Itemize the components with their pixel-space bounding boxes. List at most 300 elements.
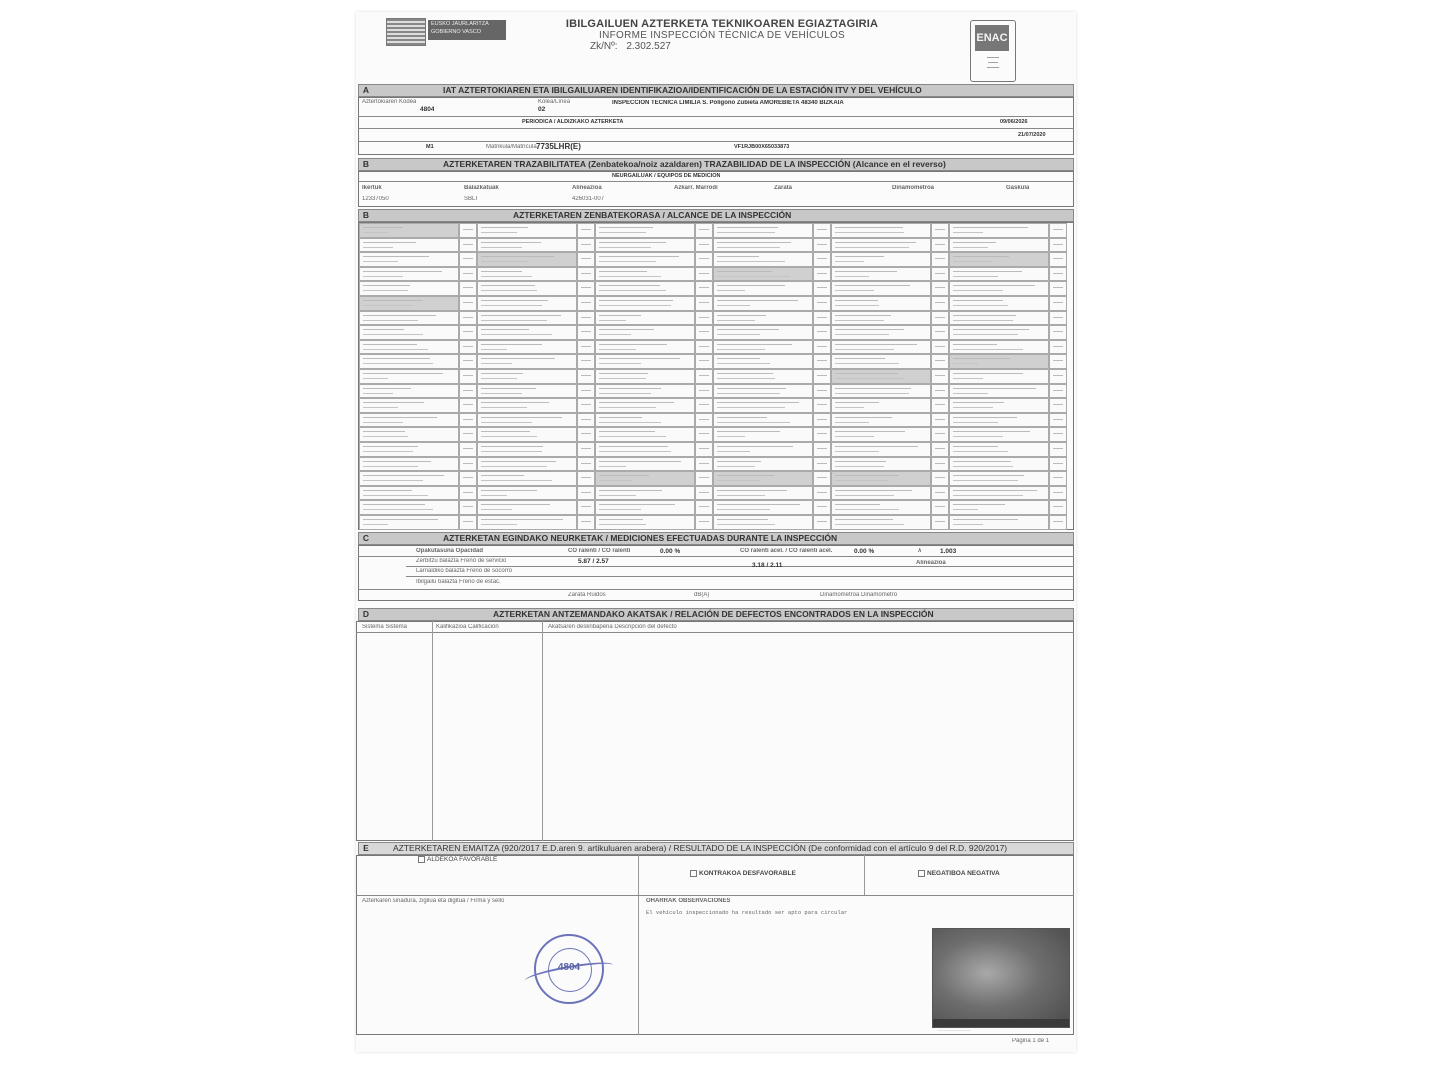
scope-cell bbox=[359, 500, 459, 515]
scope-code-cell bbox=[577, 325, 595, 340]
scope-cell bbox=[359, 340, 459, 355]
scope-cell bbox=[477, 354, 577, 369]
scope-cell bbox=[831, 384, 931, 399]
scope-code-cell bbox=[1049, 471, 1067, 486]
scope-cell bbox=[831, 325, 931, 340]
scope-code-cell bbox=[1049, 486, 1067, 501]
scope-cell bbox=[831, 500, 931, 515]
scope-cell bbox=[477, 267, 577, 282]
scope-code-cell bbox=[813, 413, 831, 428]
scope-cell bbox=[713, 311, 813, 326]
brake2-label: Larrialdiko balazta Freno de socorro bbox=[416, 568, 513, 574]
scope-cell bbox=[949, 325, 1049, 340]
scope-code-cell bbox=[931, 369, 949, 384]
line-value: 02 bbox=[538, 106, 546, 113]
co-label: CO ralentí / CO ralentí bbox=[568, 548, 631, 554]
scope-cell bbox=[595, 238, 695, 253]
scope-code-cell bbox=[695, 398, 713, 413]
scope-cell bbox=[713, 398, 813, 413]
report-number bbox=[562, 41, 882, 52]
scope-code-cell bbox=[1049, 354, 1067, 369]
scope-cell bbox=[595, 296, 695, 311]
scope-code-cell bbox=[1049, 515, 1067, 530]
equip-r3: 426031-007 bbox=[572, 196, 605, 202]
scope-code-cell bbox=[577, 252, 595, 267]
scope-cell bbox=[595, 457, 695, 472]
scope-cell bbox=[949, 427, 1049, 442]
scope-code-cell bbox=[695, 340, 713, 355]
scope-cell bbox=[949, 340, 1049, 355]
scope-cell bbox=[831, 238, 931, 253]
scope-cell bbox=[831, 267, 931, 282]
scope-cell bbox=[477, 252, 577, 267]
scope-code-cell bbox=[1049, 267, 1067, 282]
scope-code-cell bbox=[577, 267, 595, 282]
equip-r2: SBLT bbox=[464, 196, 479, 202]
scope-cell bbox=[477, 457, 577, 472]
scope-code-cell bbox=[931, 238, 949, 253]
scope-code-cell bbox=[1049, 457, 1067, 472]
scope-cell bbox=[359, 354, 459, 369]
plate-value: 7735LHR(E) bbox=[536, 142, 581, 151]
scope-cell bbox=[595, 354, 695, 369]
scope-code-cell bbox=[813, 398, 831, 413]
scope-cell bbox=[477, 340, 577, 355]
scope-code-cell bbox=[577, 427, 595, 442]
government-logo bbox=[386, 18, 506, 44]
scope-cell bbox=[831, 252, 931, 267]
result-favorable: ALDEKOA FAVORABLE bbox=[418, 856, 497, 863]
scope-code-cell bbox=[1049, 311, 1067, 326]
scope-code-cell bbox=[931, 515, 949, 530]
scope-cell bbox=[595, 311, 695, 326]
result-unfavorable: KONTRAKOA DESFAVORABLE bbox=[690, 870, 796, 877]
page-footer: Página 1 de 1 bbox=[1012, 1038, 1050, 1044]
scope-code-cell bbox=[695, 252, 713, 267]
scope-code-cell bbox=[459, 457, 477, 472]
station-code-value: 4804 bbox=[420, 106, 435, 113]
brake1-label: Zerbitzu balazta Freno de servicio bbox=[416, 558, 507, 564]
scope-code-cell bbox=[695, 384, 713, 399]
scope-code-cell bbox=[459, 413, 477, 428]
unfavorable-checkbox bbox=[690, 870, 697, 877]
section-c-header: C AZTERKETAN EGINDAKO NEURKETAK / MEDICIONES EFECTUADAS DURANTE LA INSPECCIÓN bbox=[358, 532, 1074, 545]
enac-logo bbox=[970, 20, 1016, 82]
scope-code-cell bbox=[1049, 238, 1067, 253]
scope-code-cell bbox=[577, 515, 595, 530]
scope-cell bbox=[713, 354, 813, 369]
scope-cell bbox=[713, 281, 813, 296]
scope-code-cell bbox=[1049, 427, 1067, 442]
scope-cell bbox=[713, 296, 813, 311]
scope-code-cell bbox=[931, 457, 949, 472]
scope-code-cell bbox=[695, 238, 713, 253]
co-acc-value: 0.00 % bbox=[854, 548, 875, 555]
scope-code-cell bbox=[459, 427, 477, 442]
scope-code-cell bbox=[1049, 413, 1067, 428]
opacity-label: Opakutasuna Opacidad bbox=[416, 548, 484, 554]
scope-cell bbox=[831, 223, 931, 238]
scope-code-cell bbox=[931, 500, 949, 515]
observations-text: El vehículo inspeccionado ha resultado ser apto para circular bbox=[646, 909, 848, 916]
logo-line2: GOBIERNO VASCO bbox=[431, 29, 482, 35]
scope-code-cell bbox=[695, 267, 713, 282]
report-number-label: Zk/Nº: bbox=[590, 41, 618, 52]
scope-code-cell bbox=[813, 500, 831, 515]
scope-cell bbox=[949, 384, 1049, 399]
scope-code-cell bbox=[1049, 500, 1067, 515]
scope-cell bbox=[831, 442, 931, 457]
scope-code-cell bbox=[931, 442, 949, 457]
official-stamp bbox=[534, 934, 604, 1004]
scope-code-cell bbox=[931, 413, 949, 428]
scope-code-cell bbox=[695, 369, 713, 384]
scope-cell bbox=[831, 296, 931, 311]
scope-code-cell bbox=[577, 398, 595, 413]
scope-cell bbox=[595, 500, 695, 515]
scope-code-cell bbox=[813, 442, 831, 457]
scope-cell bbox=[359, 384, 459, 399]
scope-code-cell bbox=[459, 471, 477, 486]
scope-cell bbox=[477, 238, 577, 253]
report-number-value: 2.302.527 bbox=[626, 41, 671, 52]
scope-code-cell bbox=[813, 427, 831, 442]
scope-code-cell bbox=[577, 457, 595, 472]
scope-code-cell bbox=[1049, 252, 1067, 267]
scope-code-cell bbox=[459, 223, 477, 238]
scope-cell bbox=[713, 267, 813, 282]
equip-col-7: Gaskula bbox=[1006, 185, 1030, 191]
scope-code-cell bbox=[459, 267, 477, 282]
scope-code-cell bbox=[813, 267, 831, 282]
scope-code-cell bbox=[813, 515, 831, 530]
line-label: Kolea/Línea bbox=[538, 99, 571, 105]
scope-code-cell bbox=[577, 413, 595, 428]
scope-code-cell bbox=[931, 296, 949, 311]
scope-cell bbox=[713, 427, 813, 442]
next-inspection-date: 09/06/2026 bbox=[1000, 119, 1028, 125]
scope-cell bbox=[949, 311, 1049, 326]
scope-code-cell bbox=[577, 238, 595, 253]
station-name: INSPECCIÓN TÉCNICA LIMILIA S. Polígono Zubieta AMOREBIETA 48340 BIZKAIA bbox=[612, 100, 844, 106]
vin-value: VF1RJB00X65033873 bbox=[734, 144, 790, 150]
signature-label: Azterkaren sinadura, zigilua eta digitua / Firma y sello bbox=[362, 898, 505, 904]
noise-label: Zarata Ruidos bbox=[568, 592, 606, 598]
scope-code-cell bbox=[577, 340, 595, 355]
report-header bbox=[562, 18, 882, 52]
scope-code-cell bbox=[813, 296, 831, 311]
scope-code-cell bbox=[577, 354, 595, 369]
section-b-header: B AZTERKETAREN TRAZABILITATEA (Zenbatekoa/noiz azaldaren) TRAZABILIDAD DE LA INSPECCIÓN (Alcance en el reverso) bbox=[358, 158, 1074, 171]
scope-cell bbox=[949, 500, 1049, 515]
scope-code-cell bbox=[459, 442, 477, 457]
inspection-scope-grid bbox=[358, 222, 1074, 530]
scope-code-cell bbox=[931, 267, 949, 282]
scope-cell bbox=[477, 486, 577, 501]
coat-of-arms-icon bbox=[386, 18, 426, 46]
scope-code-cell bbox=[813, 252, 831, 267]
scope-cell bbox=[713, 500, 813, 515]
scope-code-cell bbox=[1049, 442, 1067, 457]
scope-cell bbox=[831, 413, 931, 428]
result-negative: NEGATIBOA NEGATIVA bbox=[918, 870, 1000, 877]
scope-code-cell bbox=[695, 354, 713, 369]
scope-code-cell bbox=[1049, 398, 1067, 413]
scope-code-cell bbox=[695, 486, 713, 501]
scope-code-cell bbox=[931, 311, 949, 326]
scope-cell bbox=[949, 267, 1049, 282]
scope-code-cell bbox=[695, 500, 713, 515]
scope-cell bbox=[831, 427, 931, 442]
scope-code-cell bbox=[459, 281, 477, 296]
scope-cell bbox=[359, 252, 459, 267]
stamp-number: 4804 bbox=[557, 962, 581, 973]
scope-code-cell bbox=[459, 296, 477, 311]
defect-col-rating: Kalifikazioa Calificación bbox=[436, 624, 499, 630]
scope-cell bbox=[595, 442, 695, 457]
scope-cell bbox=[831, 471, 931, 486]
scope-code-cell bbox=[813, 471, 831, 486]
scope-cell bbox=[949, 486, 1049, 501]
scope-cell bbox=[831, 398, 931, 413]
scope-cell bbox=[831, 457, 931, 472]
scope-code-cell bbox=[813, 223, 831, 238]
section-a-header: A IAT AZTERTOKIAREN ETA IBILGAILUAREN IDENTIFIKAZIOA/IDENTIFICACIÓN DE LA ESTACIÓN ITV Y DEL VEHÍCULO bbox=[358, 84, 1074, 97]
scope-cell bbox=[477, 384, 577, 399]
scope-code-cell bbox=[1049, 281, 1067, 296]
scope-cell bbox=[477, 296, 577, 311]
scope-code-cell bbox=[459, 354, 477, 369]
scope-cell bbox=[949, 238, 1049, 253]
scope-code-cell bbox=[459, 398, 477, 413]
enac-label: ENAC bbox=[975, 25, 1009, 51]
scope-cell bbox=[477, 427, 577, 442]
scope-code-cell bbox=[459, 515, 477, 530]
scope-code-cell bbox=[577, 442, 595, 457]
scope-cell bbox=[595, 281, 695, 296]
scope-code-cell bbox=[931, 354, 949, 369]
inspection-report-page bbox=[356, 12, 1076, 1052]
scope-cell bbox=[595, 515, 695, 530]
scope-cell bbox=[359, 238, 459, 253]
brake2-value: 3.18 / 2.11 bbox=[752, 562, 783, 569]
scope-code-cell bbox=[813, 281, 831, 296]
dyn-label: Dinamometroa Dinamómetro bbox=[820, 592, 898, 598]
scope-code-cell bbox=[931, 398, 949, 413]
scope-cell bbox=[831, 340, 931, 355]
scope-cell bbox=[831, 515, 931, 530]
scope-cell bbox=[359, 457, 459, 472]
scope-code-cell bbox=[459, 238, 477, 253]
scope-code-cell bbox=[577, 486, 595, 501]
scope-code-cell bbox=[695, 427, 713, 442]
scope-cell bbox=[359, 281, 459, 296]
negative-checkbox bbox=[918, 870, 925, 877]
scope-cell bbox=[595, 384, 695, 399]
scope-cell bbox=[713, 442, 813, 457]
scope-cell bbox=[713, 515, 813, 530]
scope-cell bbox=[595, 325, 695, 340]
scope-cell bbox=[359, 267, 459, 282]
scope-code-cell bbox=[577, 500, 595, 515]
co-acc-label: CO ralentí acel. / CO ralentí acel. bbox=[740, 548, 833, 554]
scope-code-cell bbox=[1049, 223, 1067, 238]
equip-col-4: Azkarr. Marrodi bbox=[674, 185, 718, 191]
scope-cell bbox=[359, 471, 459, 486]
scope-cell bbox=[359, 398, 459, 413]
scope-code-cell bbox=[577, 384, 595, 399]
co-value: 0.00 % bbox=[660, 548, 681, 555]
scope-code-cell bbox=[931, 223, 949, 238]
scope-cell bbox=[477, 325, 577, 340]
scope-code-cell bbox=[459, 384, 477, 399]
scope-header: B AZTERKETAREN ZENBATEKORASA / ALCANCE DE LA INSPECCIÓN bbox=[358, 209, 1074, 222]
scope-cell bbox=[595, 413, 695, 428]
lambda-label: λ bbox=[918, 548, 922, 554]
defect-col-description: Akatsaren deskribapena Descripción del defecto bbox=[548, 624, 677, 630]
scope-code-cell bbox=[1049, 325, 1067, 340]
scope-cell bbox=[713, 384, 813, 399]
scope-cell bbox=[595, 267, 695, 282]
enac-accreditation-mark: ━━━━━ ━━━━ ━━━━━ bbox=[986, 55, 1000, 70]
scope-code-cell bbox=[577, 281, 595, 296]
equip-col-1: Ikertuk bbox=[362, 185, 382, 191]
scope-cell bbox=[595, 252, 695, 267]
scope-cell bbox=[595, 427, 695, 442]
scope-code-cell bbox=[931, 252, 949, 267]
scope-cell bbox=[949, 457, 1049, 472]
scope-code-cell bbox=[695, 457, 713, 472]
inspection-type: PERIODICA / ALDIZKAKO AZTERKETA bbox=[522, 119, 624, 125]
scope-code-cell bbox=[695, 311, 713, 326]
scope-code-cell bbox=[577, 471, 595, 486]
scope-cell bbox=[595, 223, 695, 238]
scope-cell bbox=[359, 442, 459, 457]
plate-label: Matrikula/Matrícula bbox=[486, 144, 537, 150]
equip-r1: 12337050 bbox=[362, 196, 389, 202]
scope-code-cell bbox=[813, 369, 831, 384]
scope-cell bbox=[713, 252, 813, 267]
scope-cell bbox=[713, 223, 813, 238]
scope-cell bbox=[477, 500, 577, 515]
scope-cell bbox=[713, 340, 813, 355]
scope-cell bbox=[477, 398, 577, 413]
scope-cell bbox=[477, 223, 577, 238]
scope-code-cell bbox=[459, 311, 477, 326]
scope-cell bbox=[831, 281, 931, 296]
scope-cell bbox=[359, 427, 459, 442]
scope-cell bbox=[477, 311, 577, 326]
scope-cell bbox=[713, 413, 813, 428]
scope-code-cell bbox=[813, 384, 831, 399]
defects-table bbox=[356, 621, 1074, 841]
equip-col-2: Balazkatuak bbox=[464, 185, 499, 191]
brake1-value: 5.87 / 2.57 bbox=[578, 558, 609, 565]
scope-cell bbox=[359, 311, 459, 326]
scope-code-cell bbox=[695, 442, 713, 457]
scope-code-cell bbox=[695, 281, 713, 296]
scope-cell bbox=[713, 369, 813, 384]
scope-code-cell bbox=[813, 486, 831, 501]
scope-code-cell bbox=[695, 413, 713, 428]
scope-code-cell bbox=[577, 296, 595, 311]
scope-cell bbox=[713, 457, 813, 472]
scope-code-cell bbox=[1049, 340, 1067, 355]
scope-cell bbox=[949, 252, 1049, 267]
scope-cell bbox=[713, 238, 813, 253]
scope-code-cell bbox=[931, 471, 949, 486]
scope-cell bbox=[949, 296, 1049, 311]
brake3-label: Ibilgailu balazta Freno de estac. bbox=[416, 579, 501, 585]
scope-cell bbox=[359, 223, 459, 238]
scope-cell bbox=[477, 442, 577, 457]
noise-value: dB(A) bbox=[694, 592, 710, 598]
scope-cell bbox=[949, 413, 1049, 428]
scope-cell bbox=[359, 413, 459, 428]
scope-cell bbox=[713, 325, 813, 340]
title-spanish: INFORME INSPECCIÓN TÉCNICA DE VEHÍCULOS bbox=[599, 30, 845, 41]
scope-code-cell bbox=[695, 515, 713, 530]
scope-code-cell bbox=[577, 223, 595, 238]
scope-cell bbox=[949, 354, 1049, 369]
station-code-label: Aztertokiaren Kodea bbox=[362, 99, 417, 105]
scope-code-cell bbox=[459, 340, 477, 355]
scope-cell bbox=[831, 311, 931, 326]
defect-col-system: Sistema Sistema bbox=[362, 624, 408, 630]
scope-cell bbox=[477, 413, 577, 428]
scope-cell bbox=[949, 281, 1049, 296]
scope-cell bbox=[477, 515, 577, 530]
scope-code-cell bbox=[695, 471, 713, 486]
scope-cell bbox=[949, 369, 1049, 384]
scope-code-cell bbox=[931, 427, 949, 442]
scope-code-cell bbox=[931, 486, 949, 501]
scope-cell bbox=[831, 354, 931, 369]
observations-label: OHARRAK OBSERVACIONES bbox=[646, 898, 731, 904]
scope-code-cell bbox=[695, 325, 713, 340]
scope-cell bbox=[359, 325, 459, 340]
scope-code-cell bbox=[813, 325, 831, 340]
scope-cell bbox=[477, 369, 577, 384]
title-basque: IBILGAILUEN AZTERKETA TEKNIKOAREN EGIAZTAGIRIA bbox=[565, 18, 879, 30]
section-e-header: E AZTERKETAREN EMAITZA (920/2017 E.D.aren 9. artikuluaren arabera) / RESULTADO DE LA INSPECCIÓN (De conformidad con el artículo 9 del R.D. 920/2017) bbox=[358, 842, 1074, 855]
scope-code-cell bbox=[813, 340, 831, 355]
scope-code-cell bbox=[459, 252, 477, 267]
scope-cell bbox=[477, 471, 577, 486]
category-value: M1 bbox=[426, 144, 434, 150]
scope-cell bbox=[713, 486, 813, 501]
scope-cell bbox=[831, 369, 931, 384]
scope-code-cell bbox=[931, 384, 949, 399]
scope-cell bbox=[359, 486, 459, 501]
scope-cell bbox=[595, 471, 695, 486]
scope-code-cell bbox=[931, 340, 949, 355]
scope-cell bbox=[477, 281, 577, 296]
scope-code-cell bbox=[1049, 296, 1067, 311]
scope-code-cell bbox=[695, 223, 713, 238]
scope-code-cell bbox=[459, 486, 477, 501]
scope-code-cell bbox=[1049, 384, 1067, 399]
scope-code-cell bbox=[813, 457, 831, 472]
scope-cell bbox=[359, 369, 459, 384]
scope-code-cell bbox=[459, 500, 477, 515]
scope-code-cell bbox=[459, 325, 477, 340]
scope-code-cell bbox=[1049, 369, 1067, 384]
section-d-header: D AZTERKETAN ANTZEMANDAKO AKATSAK / RELACIÓN DE DEFECTOS ENCONTRADOS EN LA INSPECCIÓN bbox=[358, 608, 1074, 621]
scope-cell bbox=[949, 398, 1049, 413]
scope-code-cell bbox=[813, 311, 831, 326]
scope-cell bbox=[949, 471, 1049, 486]
